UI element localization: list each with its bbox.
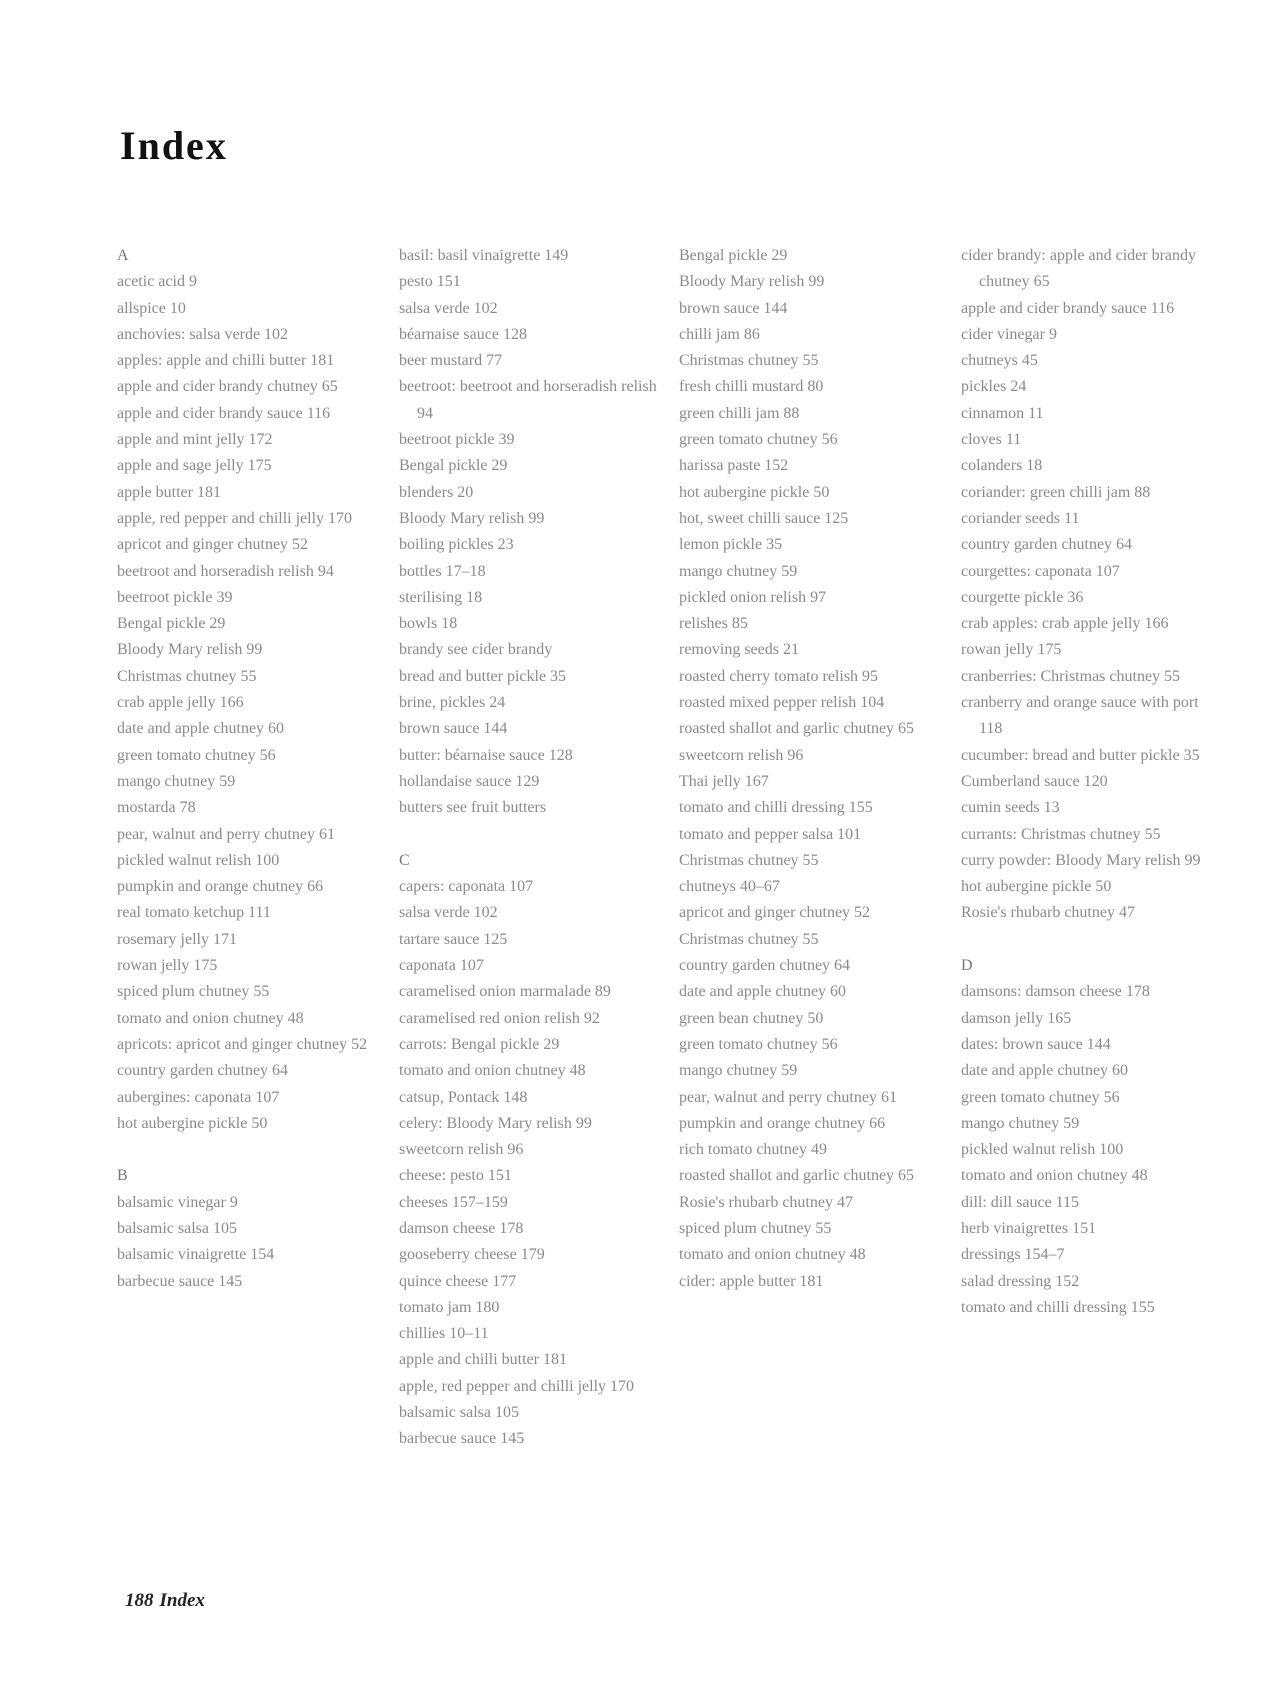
index-entry: acetic acid 9 <box>117 273 197 291</box>
index-entry: pickled walnut relish 100 <box>961 1141 1124 1159</box>
index-entry: beetroot: beetroot and horseradish relish 94 <box>399 378 657 422</box>
section-letter-a: A <box>117 247 129 264</box>
index-entry: roasted shallot and garlic chutney 65 <box>679 1167 915 1185</box>
index-entry: crab apple jelly 166 <box>117 694 244 712</box>
index-entry: caramelised onion marmalade 89 <box>399 983 611 1001</box>
index-entry: apple, red pepper and chilli jelly 170 <box>399 1377 635 1395</box>
index-entry: celery: Bloody Mary relish 99 <box>399 1114 592 1132</box>
index-entry: fresh chilli mustard 80 <box>679 378 824 396</box>
index-entry: barbecue sauce 145 <box>399 1430 525 1448</box>
index-entry: basil: basil vinaigrette 149 <box>399 247 569 264</box>
index-list-c-end <box>961 243 1226 927</box>
page-number: 188 <box>125 1590 154 1611</box>
index-entry: Cumberland sauce 120 <box>961 772 1108 790</box>
index-entry: butters see fruit butters <box>399 799 547 817</box>
index-entry: Christmas chutney 55 <box>117 667 257 685</box>
index-entry: crab apples: crab apple jelly 166 <box>961 615 1169 633</box>
index-entry: damsons: damson cheese 178 <box>961 983 1150 1001</box>
index-entry: cucumber: bread and butter pickle 35 <box>961 746 1200 764</box>
index-entry: courgettes: caponata 107 <box>961 562 1120 580</box>
index-entry: sterilising 18 <box>399 588 483 606</box>
index-entry: quince cheese 177 <box>399 1272 517 1290</box>
index-entry: salsa verde 102 <box>399 904 498 922</box>
index-entry: green tomato chutney 56 <box>117 746 276 764</box>
index-entry: apricot and ginger chutney 52 <box>679 904 871 922</box>
index-entry: country garden chutney 64 <box>117 1062 289 1080</box>
index-entry: Christmas chutney 55 <box>679 851 819 869</box>
index-entry: spiced plum chutney 55 <box>117 983 270 1001</box>
index-entry: boiling pickles 23 <box>399 536 514 554</box>
page-title: Index <box>120 123 228 168</box>
index-list-d <box>961 979 1226 1321</box>
index-entry: hot aubergine pickle 50 <box>961 878 1112 896</box>
index-entry: beetroot and horseradish relish 94 <box>117 562 334 580</box>
index-entry: cider vinegar 9 <box>961 325 1057 343</box>
index-entry: herb vinaigrettes 151 <box>961 1219 1097 1237</box>
index-entry: hollandaise sauce 129 <box>399 772 540 790</box>
index-entry: blenders 20 <box>399 483 474 501</box>
index-column-4 <box>961 243 1226 1321</box>
page-footer <box>125 1590 211 1612</box>
index-entry: damson cheese 178 <box>399 1219 524 1237</box>
index-entry: tartare sauce 125 <box>399 930 508 948</box>
index-entry: cheeses 157–159 <box>399 1193 508 1211</box>
index-entry: Christmas chutney 55 <box>679 352 819 370</box>
index-entry: roasted mixed pepper relish 104 <box>679 694 885 712</box>
index-entry: apple and mint jelly 172 <box>117 431 273 449</box>
index-entry: apples: apple and chilli butter 181 <box>117 352 335 370</box>
index-entry: Rosie's rhubarb chutney 47 <box>961 904 1135 922</box>
index-entry: pear, walnut and perry chutney 61 <box>117 825 335 843</box>
index-entry: chutneys 45 <box>961 352 1038 370</box>
index-entry: country garden chutney 64 <box>679 957 851 975</box>
index-entry: capers: caponata 107 <box>399 878 534 896</box>
index-entry: green chilli jam 88 <box>679 404 800 422</box>
index-entry: dates: brown sauce 144 <box>961 1035 1111 1053</box>
index-list-b-cont <box>399 243 664 822</box>
index-entry: brown sauce 144 <box>399 720 508 738</box>
index-entry: balsamic salsa 105 <box>399 1404 519 1422</box>
index-entry: béarnaise sauce 128 <box>399 325 527 343</box>
index-entry: cranberry and orange sauce with port 118 <box>961 694 1199 738</box>
index-entry: bottles 17–18 <box>399 562 486 580</box>
index-entry: coriander: green chilli jam 88 <box>961 483 1151 501</box>
footer-label: Index <box>159 1590 205 1611</box>
index-column-3 <box>679 243 944 1295</box>
index-entry: currants: Christmas chutney 55 <box>961 825 1161 843</box>
index-entry: balsamic salsa 105 <box>117 1219 237 1237</box>
index-entry: brandy see cider brandy <box>399 641 553 659</box>
index-entry: damson jelly 165 <box>961 1009 1072 1027</box>
index-entry: tomato and onion chutney 48 <box>961 1167 1148 1185</box>
index-entry: catsup, Pontack 148 <box>399 1088 528 1106</box>
index-entry: bread and butter pickle 35 <box>399 667 567 685</box>
index-entry: barbecue sauce 145 <box>117 1272 243 1290</box>
index-entry: hot, sweet chilli sauce 125 <box>679 509 849 527</box>
index-entry: beer mustard 77 <box>399 352 503 370</box>
index-column-2 <box>399 243 664 1453</box>
index-entry: cloves 11 <box>961 431 1022 449</box>
index-entry: allspice 10 <box>117 299 186 317</box>
index-entry: tomato and chilli dressing 155 <box>961 1298 1155 1316</box>
index-entry: tomato and pepper salsa 101 <box>679 825 862 843</box>
index-entry: tomato and onion chutney 48 <box>399 1062 586 1080</box>
index-entry: beetroot pickle 39 <box>117 588 233 606</box>
index-entry: tomato and onion chutney 48 <box>117 1009 304 1027</box>
index-column-1 <box>117 243 382 1295</box>
index-entry: rowan jelly 175 <box>117 957 218 975</box>
index-entry: chutneys 40–67 <box>679 878 780 896</box>
index-entry: dill: dill sauce 115 <box>961 1193 1080 1211</box>
index-entry: date and apple chutney 60 <box>679 983 847 1001</box>
index-entry: hot aubergine pickle 50 <box>679 483 830 501</box>
index-entry: tomato jam 180 <box>399 1298 500 1316</box>
index-entry: Bloody Mary relish 99 <box>679 273 825 291</box>
index-entry: Bengal pickle 29 <box>399 457 508 475</box>
index-list-c-cont <box>679 243 944 1295</box>
index-entry: pickled walnut relish 100 <box>117 851 280 869</box>
index-entry: beetroot pickle 39 <box>399 431 515 449</box>
index-entry: bowls 18 <box>399 615 458 633</box>
index-entry: apple, red pepper and chilli jelly 170 <box>117 509 353 527</box>
index-entry: chilli jam 86 <box>679 325 760 343</box>
index-entry: anchovies: salsa verde 102 <box>117 325 289 343</box>
index-entry: Rosie's rhubarb chutney 47 <box>679 1193 853 1211</box>
index-entry: date and apple chutney 60 <box>961 1062 1129 1080</box>
index-entry: dressings 154–7 <box>961 1246 1065 1264</box>
index-entry: pickled onion relish 97 <box>679 588 827 606</box>
index-entry: hot aubergine pickle 50 <box>117 1114 268 1132</box>
index-entry: roasted shallot and garlic chutney 65 <box>679 720 915 738</box>
index-entry: roasted cherry tomato relish 95 <box>679 667 879 685</box>
section-letter-c: C <box>399 851 410 869</box>
index-list-a <box>117 269 382 1137</box>
index-entry: cider: apple butter 181 <box>679 1272 824 1290</box>
index-entry: apricot and ginger chutney 52 <box>117 536 309 554</box>
index-entry: apple and sage jelly 175 <box>117 457 272 475</box>
index-entry: balsamic vinegar 9 <box>117 1193 238 1211</box>
index-entry: aubergines: caponata 107 <box>117 1088 280 1106</box>
section-letter-d: D <box>961 957 973 975</box>
index-entry: removing seeds 21 <box>679 641 799 659</box>
index-entry: spiced plum chutney 55 <box>679 1219 832 1237</box>
index-entry: relishes 85 <box>679 615 748 633</box>
index-entry: salad dressing 152 <box>961 1272 1080 1290</box>
index-entry: cheese: pesto 151 <box>399 1167 512 1185</box>
index-entry: green tomato chutney 56 <box>679 431 838 449</box>
index-entry: rosemary jelly 171 <box>117 930 237 948</box>
index-entry: pickles 24 <box>961 378 1027 396</box>
index-entry: green tomato chutney 56 <box>961 1088 1120 1106</box>
index-list-b <box>117 1190 382 1295</box>
index-entry: mango chutney 59 <box>117 772 236 790</box>
index-entry: sweetcorn relish 96 <box>679 746 804 764</box>
index-entry: cranberries: Christmas chutney 55 <box>961 667 1181 685</box>
index-entry: Christmas chutney 55 <box>679 930 819 948</box>
index-entry: mango chutney 59 <box>961 1114 1080 1132</box>
index-entry: caponata 107 <box>399 957 484 975</box>
index-entry: apple and cider brandy sauce 116 <box>961 299 1175 317</box>
index-entry: apricots: apricot and ginger chutney 52 <box>117 1035 368 1053</box>
index-entry: brine, pickles 24 <box>399 694 506 712</box>
index-entry: mango chutney 59 <box>679 1062 798 1080</box>
index-entry: balsamic vinaigrette 154 <box>117 1246 275 1264</box>
index-entry: pumpkin and orange chutney 66 <box>679 1114 886 1132</box>
index-entry: real tomato ketchup 111 <box>117 904 271 922</box>
index-entry: country garden chutney 64 <box>961 536 1133 554</box>
index-list-c <box>399 874 664 1453</box>
index-entry: gooseberry cheese 179 <box>399 1246 545 1264</box>
index-entry: apple and cider brandy sauce 116 <box>117 404 331 422</box>
index-entry: rich tomato chutney 49 <box>679 1141 827 1159</box>
index-entry: green bean chutney 50 <box>679 1009 824 1027</box>
index-entry: harissa paste 152 <box>679 457 789 475</box>
index-entry: coriander seeds 11 <box>961 509 1080 527</box>
index-entry: date and apple chutney 60 <box>117 720 285 738</box>
index-entry: Bloody Mary relish 99 <box>117 641 263 659</box>
index-entry: sweetcorn relish 96 <box>399 1141 524 1159</box>
index-entry: tomato and onion chutney 48 <box>679 1246 866 1264</box>
index-entry: mango chutney 59 <box>679 562 798 580</box>
index-entry: curry powder: Bloody Mary relish 99 <box>961 851 1201 869</box>
index-entry: butter: béarnaise sauce 128 <box>399 746 573 764</box>
index-entry: apple and cider brandy chutney 65 <box>117 378 338 396</box>
index-entry: mostarda 78 <box>117 799 196 817</box>
index-entry: cider brandy: apple and cider brandy chutney 65 <box>961 247 1197 291</box>
index-entry: colanders 18 <box>961 457 1043 475</box>
index-entry: tomato and chilli dressing 155 <box>679 799 873 817</box>
index-entry: cinnamon 11 <box>961 404 1044 422</box>
index-entry: carrots: Bengal pickle 29 <box>399 1035 560 1053</box>
index-entry: cumin seeds 13 <box>961 799 1060 817</box>
index-entry: brown sauce 144 <box>679 299 788 317</box>
index-entry: pumpkin and orange chutney 66 <box>117 878 324 896</box>
index-entry: apple and chilli butter 181 <box>399 1351 567 1369</box>
index-entry: lemon pickle 35 <box>679 536 783 554</box>
index-entry: Thai jelly 167 <box>679 772 769 790</box>
index-entry: apple butter 181 <box>117 483 221 501</box>
index-entry: salsa verde 102 <box>399 299 498 317</box>
index-entry: pear, walnut and perry chutney 61 <box>679 1088 897 1106</box>
index-entry: Bengal pickle 29 <box>679 247 788 264</box>
index-entry: courgette pickle 36 <box>961 588 1084 606</box>
index-entry: green tomato chutney 56 <box>679 1035 838 1053</box>
index-entry: rowan jelly 175 <box>961 641 1062 659</box>
index-entry: caramelised red onion relish 92 <box>399 1009 600 1027</box>
index-entry: Bloody Mary relish 99 <box>399 509 545 527</box>
section-letter-b: B <box>117 1167 128 1185</box>
index-entry: pesto 151 <box>399 273 461 291</box>
index-entry: chillies 10–11 <box>399 1325 489 1343</box>
index-entry: Bengal pickle 29 <box>117 615 226 633</box>
